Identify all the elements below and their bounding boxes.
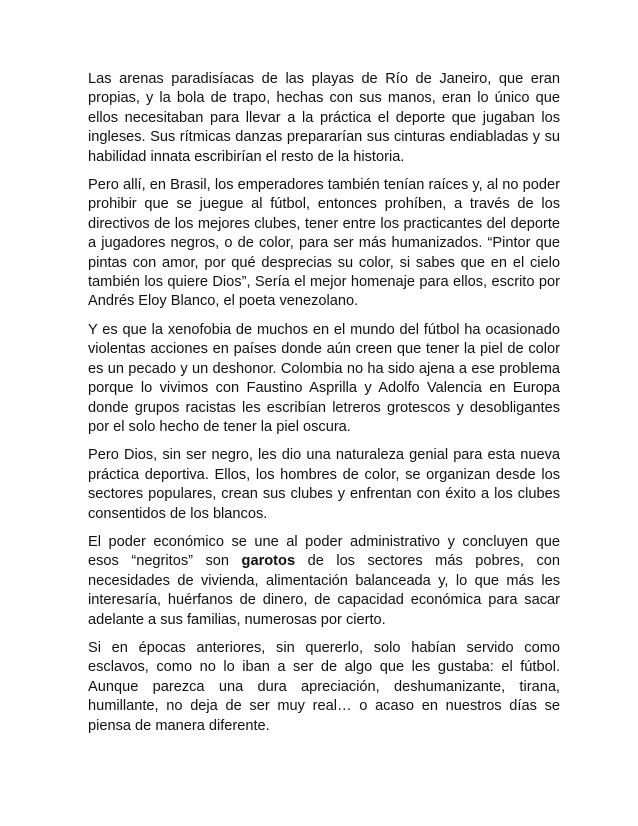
paragraph-1: Las arenas paradisíacas de las playas de Río de Janeiro, que eran propias, y la bola de trapo, hechas con sus manos, eran lo único que ellos necesitaban para llevar a la práctica el deporte que jugaban los ingleses. Sus rítmicas danzas prepararían sus cinturas endiabladas y su habilidad innata escribirían el resto de la historia. — [88, 71, 560, 165]
paragraph-4: Pero Dios, sin ser negro, les dio una naturaleza genial para esta nueva práctica deportiva. Ellos, los hombres de color, se organizan desde los sectores populares, crean sus clubes y enfrentan con éxito a los clubes consentidos de los blancos. — [88, 447, 560, 522]
document-body — [88, 70, 560, 736]
paragraph-6: Si en épocas anteriores, sin quererlo, solo habían servido como esclavos, como no lo iban a ser de algo que les gustaba: el fútbol. Aunque parezca una dura apreciación, deshumanizante, tirana, humillante, no deja de ser muy real… o acaso en nuestros días se piensa de manera diferente. — [88, 639, 560, 734]
bold-term-garotos: garotos — [241, 553, 296, 570]
paragraph-5-text-start: El poder económico se une al poder administrativo y concluyen que esos “negritos” son — [88, 533, 560, 570]
paragraph-5 — [88, 533, 560, 630]
paragraph-3: Y es que la xenofobia de muchos en el mundo del fútbol ha ocasionado violentas acciones en países donde aún creen que tener la piel de color es un pecado y un deshonor. Colombia no ha sido ajena a ese problema porque lo vivimos con Faustino Asprilla y Adolfo Valencia en Europa donde grupos racistas les escribían letreros grotescos y desobligantes por el solo hecho de tener la piel oscura. — [88, 321, 560, 435]
paragraph-5-text-end: de los sectores más pobres, con necesidades de vivienda, alimentación balanceada y, lo que más les interesaría, huérfanos de dinero, de capacidad económica para sacar adelante a sus familias, numerosas por cierto. — [88, 553, 560, 628]
paragraph-2: Pero allí, en Brasil, los emperadores también tenían raíces y, al no poder prohibir que se juegue al fútbol, entonces prohíben, a través de los directivos de los mejores clubes, tener entre los practicantes del deporte a jugadores negros, o de color, para ser más humanizados. “Pintor que pintas con amor, por qué desprecias su color, si sabes que en el cielo también los quiere Dios”, Sería el mejor homenaje para ellos, escrito por Andrés Eloy Blanco, el poeta venezolano. — [88, 177, 560, 310]
